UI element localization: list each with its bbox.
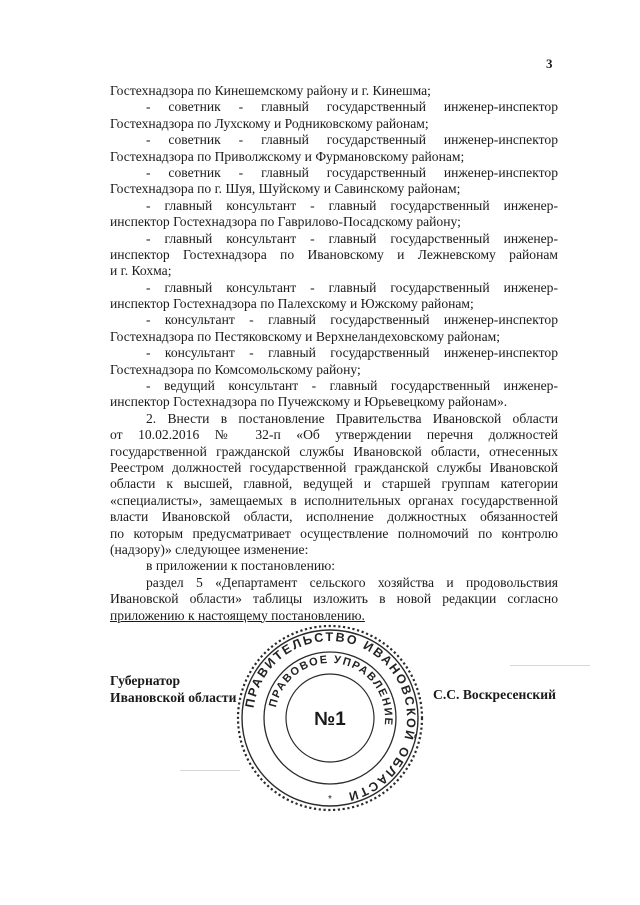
signatory-title-line-1: Губернатор [110, 673, 181, 688]
text-line: Гостехнадзора по Пестяковскому и Верхнеландеховскому районам; [110, 328, 500, 344]
text-line: 2. Внести в постановление Правительства Ивановской области [146, 410, 558, 426]
text-line: - советник - главный государственный инженер-инспектор [146, 164, 558, 180]
text-line: Ивановской области» таблицы изложить в новой редакции согласно [110, 591, 558, 607]
text-line: инспектор Гостехнадзора по Ивановскому и Лежневскому районам [110, 246, 558, 262]
signatory-name: С.С. Воскресенский [433, 687, 556, 702]
text-line: Реестром должностей государственной гражданской службы Ивановской [110, 459, 558, 475]
text-line: - консультант - главный государственный инженер-инспектор [146, 312, 558, 328]
text-line: Гостехнадзора по г. Шуя, Шуйскому и Савинскому районам; [110, 181, 461, 197]
page-number: 3 [546, 56, 553, 71]
text-line: Гостехнадзора по Лухскому и Родниковскому районам; [110, 115, 429, 131]
text-line: власти Ивановской области, исполнение должностных обязанностей [110, 509, 558, 525]
text-line: приложению к настоящему постановлению. [110, 607, 365, 623]
text-line: Гостехнадзора по Приволжскому и Фурмановскому районам; [110, 148, 465, 164]
text-line: в приложении к постановлению: [146, 558, 336, 574]
text-line: инспектор Гостехнадзора по Палехскому и Южскому районам; [110, 296, 474, 312]
text-line: Гостехнадзора по Кинешемскому району и г. Кинешма; [110, 83, 431, 98]
stamp-star: * [328, 794, 332, 805]
text-line: - главный консультант - главный государственный инженер- [146, 197, 558, 213]
document-body [110, 83, 558, 624]
signatory-title-line-2: Ивановской области [110, 690, 237, 705]
signatory-title [110, 672, 236, 706]
stamp-number: №1 [314, 709, 346, 730]
text-line: и г. Кохма; [110, 263, 172, 279]
text-line: государственной гражданской службы Ивановской области, отнесенных [110, 443, 558, 459]
text-line: - советник - главный государственный инженер-инспектор [146, 132, 558, 148]
text-line: инспектор Гостехнадзора по Гаврилово-Посадскому району; [110, 214, 461, 230]
official-stamp-icon [236, 624, 424, 812]
stamp-outer-text: ПРАВИТЕЛЬСТВО ИВАНОВСКОЙ ОБЛАСТИ [242, 629, 419, 805]
text-line: - советник - главный государственный инженер-инспектор [146, 99, 558, 115]
text-line: «специалисты», замещаемых в исполнительных органах государственной [110, 492, 558, 508]
text-line: Гостехнадзора по Комсомольскому району; [110, 361, 361, 377]
text-line: - консультант - главный государственный инженер-инспектор [146, 345, 558, 361]
text-line: по которым предусматривает осуществление полномочий по контролю [110, 525, 558, 541]
text-line: раздел 5 «Департамент сельского хозяйства и продовольствия [146, 574, 558, 590]
text-line: области к высшей, главной, ведущей и старшей группам категории [110, 476, 558, 492]
text-line: - главный консультант - главный государственный инженер- [146, 279, 558, 295]
text-line: (надзору)» следующее изменение: [110, 541, 309, 557]
text-line: от 10.02.2016 № 32-п «Об утверждении перечня должностей [110, 427, 558, 443]
text-line: инспектор Гостехнадзора по Пучежскому и Юрьевецкому районам». [110, 394, 508, 410]
text-line: - главный консультант - главный государственный инженер- [146, 230, 558, 246]
stamp-inner-text: ПРАВОВОЕ УПРАВЛЕНИЕ [267, 653, 395, 727]
text-line: - ведущий консультант - главный государственный инженер- [146, 378, 558, 394]
